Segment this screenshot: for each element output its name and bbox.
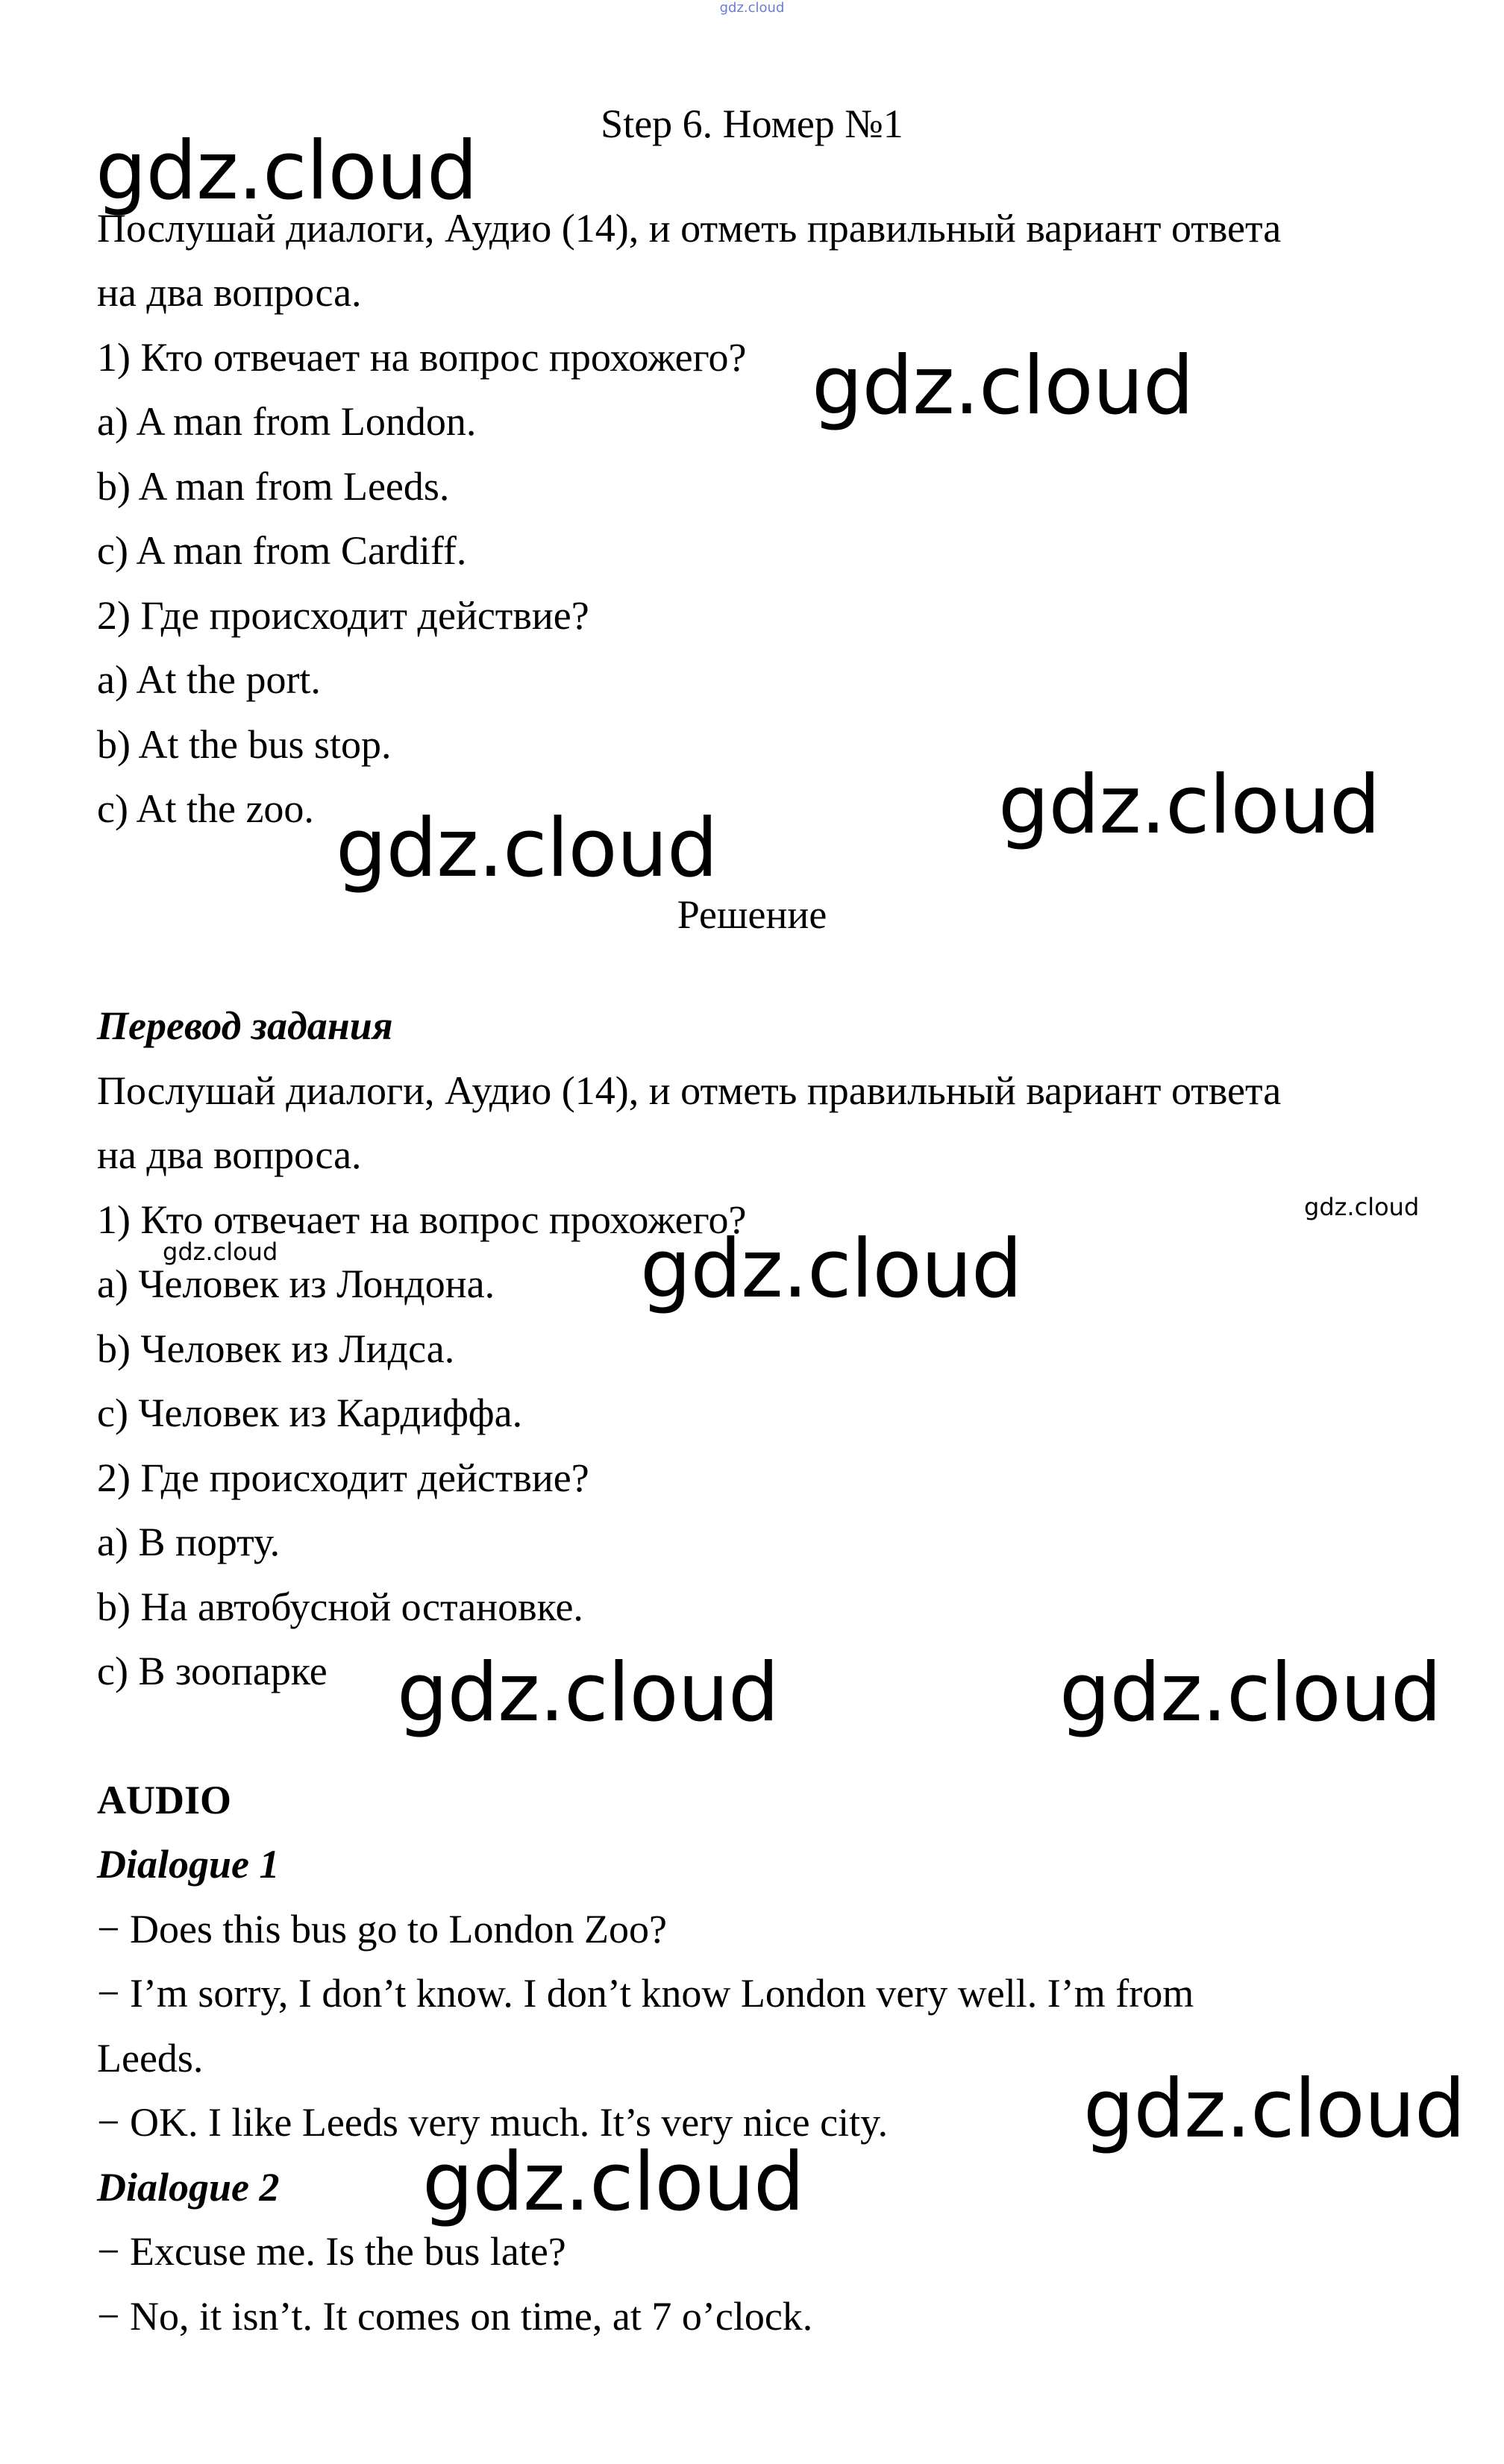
watermark-small: gdz.cloud (1304, 1193, 1420, 1221)
dialogue-2-line-1: − Excuse me. Is the bus late? (97, 2229, 566, 2274)
task-q1-option-c: c) A man from Cardiff. (97, 528, 467, 573)
watermark: gdz.cloud (95, 125, 477, 218)
watermark: gdz.cloud (422, 2136, 804, 2229)
dialogue-1-line-4: − OK. I like Leeds very much. It’s very nice city. (97, 2100, 889, 2145)
translation-instruction-line-2: на два вопроса. (97, 1132, 362, 1177)
task-q1-option-b: b) A man from Leeds. (97, 464, 450, 509)
dialogue-1-line-2: − I’m sorry, I don’t know. I don’t know London very well. I’m from (97, 1971, 1194, 2016)
translation-q1-option-b: b) Человек из Лидса. (97, 1326, 455, 1371)
solution-heading: Решение (677, 892, 827, 937)
translation-q2-option-a: a) В порту. (97, 1520, 281, 1564)
dialogue-1-line-1: − Does this bus go to London Zoo? (97, 1907, 667, 1952)
dialogue-1-heading: Dialogue 1 (97, 1842, 280, 1887)
translation-q2-option-c: c) В зоопарке (97, 1649, 328, 1693)
watermark: gdz.cloud (998, 759, 1380, 852)
translation-heading: Перевод задания (97, 1003, 393, 1048)
watermark: gdz.cloud (1059, 1646, 1441, 1740)
translation-q1-option-a: a) Человек из Лондона. (97, 1261, 495, 1306)
watermark: gdz.cloud (640, 1223, 1022, 1316)
task-instruction-line-2: на два вопроса. (97, 270, 362, 315)
task-q1-option-a: a) A man from London. (97, 399, 477, 444)
task-q2-option-a: a) At the port. (97, 657, 321, 702)
task-instruction-line-1: Послушай диалоги, Аудио (14), и отметь правильный вариант ответа (97, 206, 1282, 251)
watermark: gdz.cloud (1083, 2063, 1465, 2156)
audio-heading: AUDIO (97, 1778, 232, 1822)
dialogue-2-heading: Dialogue 2 (97, 2165, 280, 2210)
page-title: Step 6. Номер №1 (601, 101, 903, 146)
dialogue-2-line-2: − No, it isn’t. It comes on time, at 7 o’clock. (97, 2294, 813, 2339)
dialogue-1-line-3: Leeds. (97, 2036, 204, 2081)
translation-instruction-line-1: Послушай диалоги, Аудио (14), и отметь правильный вариант ответа (97, 1068, 1282, 1113)
task-q2-option-c: c) At the zoo. (97, 786, 314, 831)
top-watermark: gdz.cloud (719, 0, 785, 16)
watermark-small: gdz.cloud (163, 1238, 278, 1266)
translation-question-1: 1) Кто отвечает на вопрос прохожего? (97, 1197, 747, 1242)
task-question-2: 2) Где происходит действие? (97, 593, 589, 638)
watermark: gdz.cloud (812, 339, 1194, 433)
translation-q1-option-c: c) Человек из Кардиффа. (97, 1391, 523, 1435)
watermark: gdz.cloud (397, 1646, 779, 1740)
task-q2-option-b: b) At the bus stop. (97, 722, 392, 767)
task-question-1: 1) Кто отвечает на вопрос прохожего? (97, 335, 747, 380)
watermark: gdz.cloud (336, 802, 718, 895)
translation-question-2: 2) Где происходит действие? (97, 1455, 589, 1500)
translation-q2-option-b: b) На автобусной остановке. (97, 1584, 583, 1629)
